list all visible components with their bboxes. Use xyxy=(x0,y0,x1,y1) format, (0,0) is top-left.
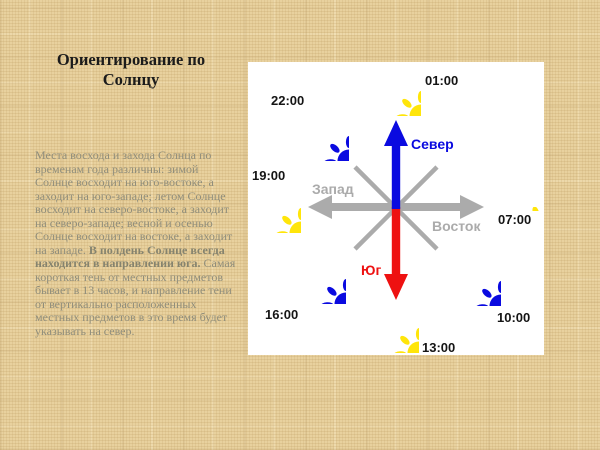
paragraph-regular-1: Места восхода и захода Солнца по временам года различны: зимой Солнце восходит на юго-востоке, а заходит на юго-западе; летом Солнце восходит на северо-востоке, а заходит на северо-западе; весной и осенью Солнце восходит на востоке, а заходит на западе. xyxy=(35,148,233,257)
time-label-1300: 13:00 xyxy=(422,340,456,355)
sun-0100-icon xyxy=(369,64,421,116)
direction-label-west: Запад xyxy=(312,181,354,197)
sun-1900-icon xyxy=(249,181,301,233)
direction-label-north: Север xyxy=(411,136,454,152)
south-arrow xyxy=(384,207,408,300)
body-paragraph xyxy=(35,149,237,338)
time-label-1000: 10:00 xyxy=(497,310,531,325)
paragraph-bold: В полдень Солнце всегда находится в направлении юга. xyxy=(35,242,225,270)
time-label-2200: 22:00 xyxy=(271,93,305,108)
sun-2200-icon xyxy=(297,109,349,161)
sun-0700-icon xyxy=(485,185,541,211)
time-label-1600: 16:00 xyxy=(265,307,299,322)
north-arrow xyxy=(384,120,408,209)
direction-label-south: Юг xyxy=(361,262,382,278)
time-label-1900: 19:00 xyxy=(252,168,286,183)
time-label-0100: 01:00 xyxy=(425,73,459,88)
sun-1600-icon xyxy=(294,252,346,304)
direction-label-east: Восток xyxy=(432,218,481,234)
sun-diagram-panel xyxy=(248,62,544,355)
paragraph-regular-2: Самая короткая тень от местных предметов бывает в 13 часов, и направление тени от вертикально расположенных местных предметов в это время будет указывать на север. xyxy=(35,256,236,338)
page-title: Ориентирование по Солнцу xyxy=(56,50,206,89)
sun-1000-icon xyxy=(449,254,501,306)
time-label-0700: 07:00 xyxy=(498,212,532,227)
sun-1300-icon xyxy=(367,301,419,353)
